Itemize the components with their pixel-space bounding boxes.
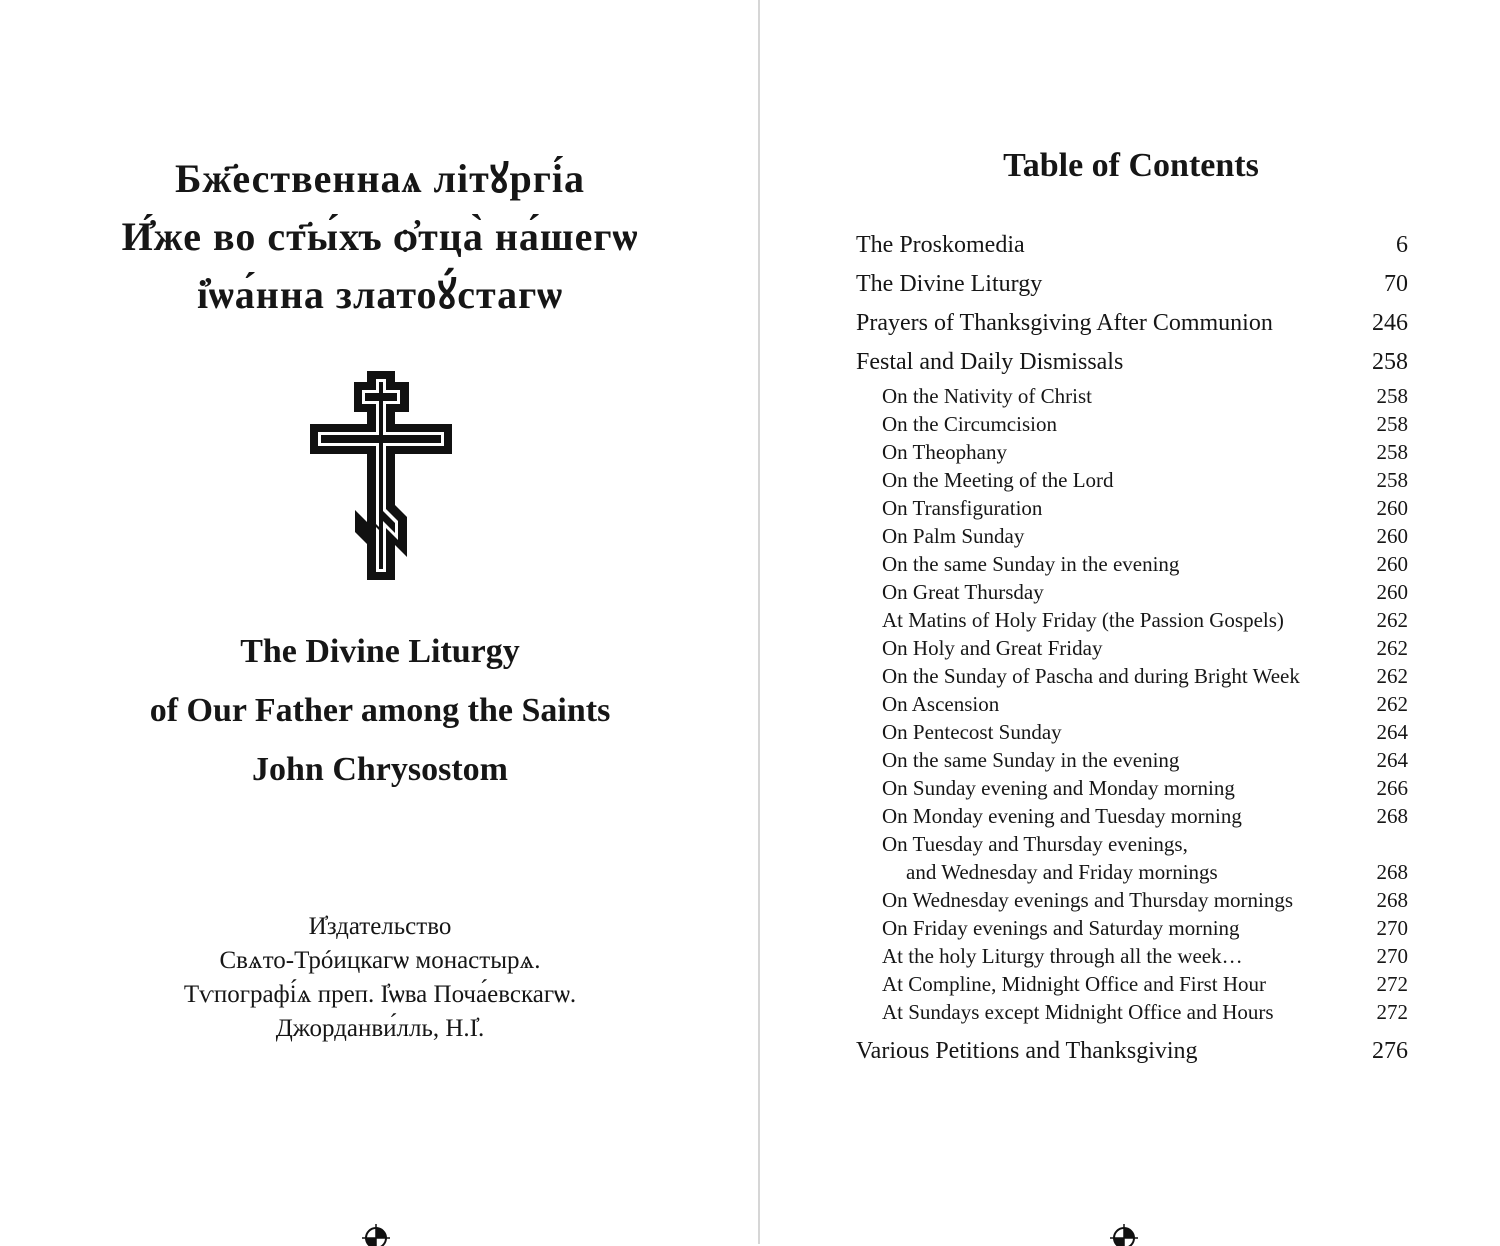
toc-entry-title: The Proskomedia bbox=[856, 232, 1025, 258]
toc-entry bbox=[856, 466, 1408, 494]
toc-page-number: 246 bbox=[1372, 310, 1408, 336]
toc-entry bbox=[856, 802, 1408, 830]
toc-entry bbox=[856, 343, 1408, 382]
toc-page-number: 258 bbox=[1376, 412, 1408, 436]
publisher-line: Свѧто-Трóицкагѡ монастырѧ. bbox=[219, 947, 541, 974]
toc-entry bbox=[856, 718, 1408, 746]
toc-entry bbox=[856, 304, 1408, 343]
toc-entry-title: On Pentecost Sunday bbox=[882, 720, 1062, 744]
toc-entry bbox=[856, 746, 1408, 774]
registration-mark-icon bbox=[1108, 1222, 1140, 1246]
toc-entry bbox=[856, 226, 1408, 265]
publisher-imprint bbox=[0, 910, 760, 1046]
toc-page-number: 272 bbox=[1376, 972, 1408, 996]
book-title-line: John Chrysostom bbox=[252, 751, 508, 788]
toc-entry bbox=[856, 662, 1408, 690]
toc-entry-title: At the holy Liturgy through all the week… bbox=[882, 944, 1243, 968]
toc-entry-title: On the Sunday of Pascha and during Bright Week bbox=[882, 664, 1300, 688]
toc-entry-title: On the Circumcision bbox=[882, 412, 1057, 436]
toc-entry-title: On Transfiguration bbox=[882, 496, 1043, 520]
slavonic-title-line: И҆́же во ст҃ы́хъ ѻ҆тца̀ на́шегѡ bbox=[121, 214, 639, 259]
toc-page-number: 262 bbox=[1376, 636, 1408, 660]
toc-page-number: 268 bbox=[1376, 888, 1408, 912]
registration-mark-icon bbox=[360, 1222, 392, 1246]
toc-entry bbox=[856, 998, 1408, 1026]
toc-entry bbox=[856, 690, 1408, 718]
toc-entry-title: On Ascension bbox=[882, 692, 1000, 716]
toc-page-number: 258 bbox=[1376, 468, 1408, 492]
toc-entry bbox=[856, 522, 1408, 550]
table-of-contents bbox=[856, 226, 1408, 1071]
toc-entry-title: Various Petitions and Thanksgiving bbox=[856, 1038, 1198, 1064]
orthodox-cross-icon bbox=[308, 368, 454, 582]
toc-entry-title: At Compline, Midnight Office and First Hour bbox=[882, 972, 1266, 996]
publisher-line: Тѵпографі́ѧ преп. І҆ѡва Поча́евскагѡ. bbox=[183, 981, 577, 1008]
slavonic-title-line: і҆ѡа́нна златоꙋ́стагѡ bbox=[196, 272, 564, 317]
toc-entry bbox=[856, 438, 1408, 466]
toc-page-number: 270 bbox=[1376, 944, 1408, 968]
toc-entry bbox=[856, 970, 1408, 998]
toc-entry-title: On Great Thursday bbox=[882, 580, 1044, 604]
slavonic-title bbox=[0, 150, 760, 324]
toc-entry-title: On Sunday evening and Monday morning bbox=[882, 776, 1235, 800]
toc-page-number: 272 bbox=[1376, 1000, 1408, 1024]
toc-entry bbox=[856, 578, 1408, 606]
toc-entry-title: On Palm Sunday bbox=[882, 524, 1025, 548]
toc-entry bbox=[856, 606, 1408, 634]
toc-entry-title: On Holy and Great Friday bbox=[882, 636, 1103, 660]
toc-entry bbox=[856, 382, 1408, 410]
toc-page-number: 268 bbox=[1376, 860, 1408, 884]
toc-entry-title: On Wednesday evenings and Thursday mornings bbox=[882, 888, 1294, 912]
toc-page-number: 262 bbox=[1376, 664, 1408, 688]
toc-page-number: 268 bbox=[1376, 804, 1408, 828]
toc-entry-title: On the Nativity of Christ bbox=[882, 384, 1092, 408]
toc-page-number: 258 bbox=[1376, 384, 1408, 408]
toc-entry-title: On the Meeting of the Lord bbox=[882, 468, 1114, 492]
toc-page-number: 260 bbox=[1376, 552, 1408, 576]
toc-entry bbox=[856, 858, 1408, 886]
toc-page-number: 262 bbox=[1376, 692, 1408, 716]
slavonic-title-line: Бж҃ественнаѧ літꙋргі́а bbox=[174, 156, 586, 201]
toc-entry bbox=[856, 494, 1408, 522]
toc-entry-title: On Monday evening and Tuesday morning bbox=[882, 804, 1242, 828]
toc-entry bbox=[856, 886, 1408, 914]
toc-entry-title: Festal and Daily Dismissals bbox=[856, 349, 1124, 375]
toc-page-number: 258 bbox=[1376, 440, 1408, 464]
toc-entry bbox=[856, 942, 1408, 970]
toc-entry-title: and Wednesday and Friday mornings bbox=[906, 860, 1218, 884]
toc-entry bbox=[856, 410, 1408, 438]
toc-entry bbox=[856, 830, 1408, 858]
toc-entry-title: At Matins of Holy Friday (the Passion Gospels) bbox=[882, 608, 1284, 632]
publisher-line: И҆здательство bbox=[308, 913, 452, 940]
toc-entry bbox=[856, 1032, 1408, 1071]
toc-entry bbox=[856, 774, 1408, 802]
right-page bbox=[760, 0, 1500, 1244]
toc-entry-title: On the same Sunday in the evening bbox=[882, 552, 1180, 576]
book-title bbox=[0, 622, 760, 799]
toc-entry-title: On Theophany bbox=[882, 440, 1008, 464]
toc-heading: Table of Contents bbox=[1003, 147, 1259, 184]
toc-entry-title: On the same Sunday in the evening bbox=[882, 748, 1180, 772]
publisher-line: Джорданви́лль, Н.І҆. bbox=[275, 1015, 485, 1042]
toc-page-number: 264 bbox=[1376, 748, 1408, 772]
toc-entry-title: Prayers of Thanksgiving After Communion bbox=[856, 310, 1273, 336]
toc-entry-title: On Tuesday and Thursday evenings, bbox=[882, 832, 1188, 856]
toc-page-number: 260 bbox=[1376, 580, 1408, 604]
toc-page-number: 6 bbox=[1396, 232, 1408, 258]
toc-entry-title: On Friday evenings and Saturday morning bbox=[882, 916, 1240, 940]
toc-entry bbox=[856, 265, 1408, 304]
toc-page-number: 260 bbox=[1376, 496, 1408, 520]
toc-page-number: 70 bbox=[1384, 271, 1408, 297]
toc-entry-title: At Sundays except Midnight Office and Hours bbox=[882, 1000, 1274, 1024]
toc-page-number: 264 bbox=[1376, 720, 1408, 744]
toc-entry-title: The Divine Liturgy bbox=[856, 271, 1043, 297]
toc-page-number: 270 bbox=[1376, 916, 1408, 940]
toc-page-number: 262 bbox=[1376, 608, 1408, 632]
toc-page-number: 266 bbox=[1376, 776, 1408, 800]
book-title-line: The Divine Liturgy bbox=[240, 633, 520, 670]
book-title-line: of Our Father among the Saints bbox=[149, 692, 611, 729]
toc-page-number: 260 bbox=[1376, 524, 1408, 548]
toc-entry bbox=[856, 914, 1408, 942]
toc-entry bbox=[856, 550, 1408, 578]
toc-page-number: 276 bbox=[1372, 1038, 1408, 1064]
toc-page-number: 258 bbox=[1372, 349, 1408, 375]
toc-entry bbox=[856, 634, 1408, 662]
